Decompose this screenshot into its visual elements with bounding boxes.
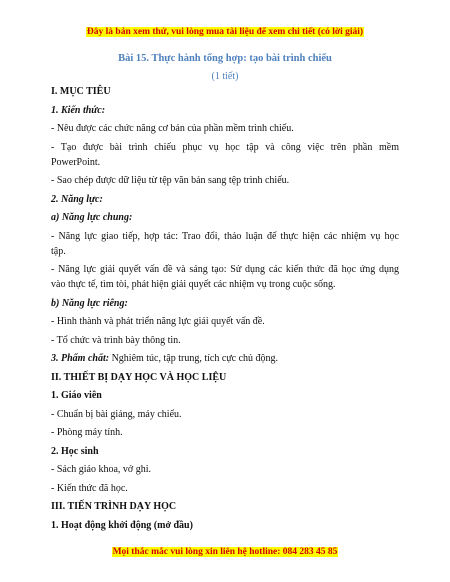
subheading-general-competence: a) Năng lực chung: (51, 212, 133, 223)
hotline-text: Mọi thắc mắc vui lòng xin liên hệ hotline: 084 283 45 85 (112, 547, 338, 557)
list-item: - Năng lực giao tiếp, hợp tác: Trao đổi, thảo luận để thực hiện các nhiệm vụ học (51, 230, 399, 242)
lesson-title: Bài 15. Thực hành tổng hợp: tạo bài trình chiếu (118, 53, 332, 64)
subheading-student: 2. Học sinh (51, 445, 99, 457)
list-item: - Sách giáo khoa, vở ghi. (51, 464, 151, 475)
subheading-specific-competence: b) Năng lực riêng: (51, 297, 128, 309)
list-item: - Phòng máy tính. (51, 427, 123, 438)
preview-notice-banner (0, 27, 450, 37)
list-item: - Chuẩn bị bài giảng, máy chiếu. (51, 408, 182, 420)
list-item: - Kiến thức đã học. (51, 482, 128, 494)
section-heading-process: III. TIẾN TRÌNH DẠY HỌC (51, 501, 177, 512)
subheading-knowledge: 1. Kiến thức: (51, 104, 106, 116)
subheading-warmup-activity: 1. Hoạt động khởi động (mở đầu) (51, 519, 193, 531)
subheading-teacher: 1. Giáo viên (51, 390, 102, 401)
list-item-continuation: tập. (51, 245, 66, 257)
list-item: - Nêu được các chức năng cơ bản của phần mềm trình chiếu. (51, 123, 294, 134)
qualities-line (51, 353, 399, 364)
preview-notice-text: Đây là bản xem thử, vui lòng mua tài liệu để xem chi tiết (có lời giải) (86, 27, 364, 37)
list-item: - Hình thành và phát triển năng lực giải quyết vấn đề. (51, 316, 265, 327)
hotline-banner (0, 547, 450, 557)
list-item: - Tổ chức và trình bày thông tin. (51, 334, 181, 346)
section-heading-objectives: I. MỤC TIÊU (51, 86, 111, 97)
list-item: - Năng lực giải quyết vấn đề và sáng tạo: Sử dụng các kiến thức đã học ứng dụng (51, 264, 399, 275)
lesson-duration: (1 tiết) (211, 71, 239, 82)
qualities-text: Nghiêm túc, tập trung, tích cực chủ động. (109, 353, 279, 364)
list-item-continuation: PowerPoint. (51, 156, 101, 168)
subheading-qualities: 3. Phẩm chất: (51, 353, 110, 364)
subheading-competence: 2. Năng lực: (51, 193, 103, 205)
section-heading-equipment: II. THIẾT BỊ DẠY HỌC VÀ HỌC LIỆU (51, 371, 227, 383)
document-body (51, 86, 399, 538)
list-item: - Tạo được bài trình chiếu phục vụ học tập và công việc trên phần mềm (51, 141, 399, 153)
list-item: - Sao chép được dữ liệu từ tệp văn bản sang tệp trình chiếu. (51, 175, 290, 186)
list-item-continuation: vào thực tế, tìm tòi, phát hiện giải quyết các nhiệm vụ trong cuộc sống. (51, 279, 336, 290)
